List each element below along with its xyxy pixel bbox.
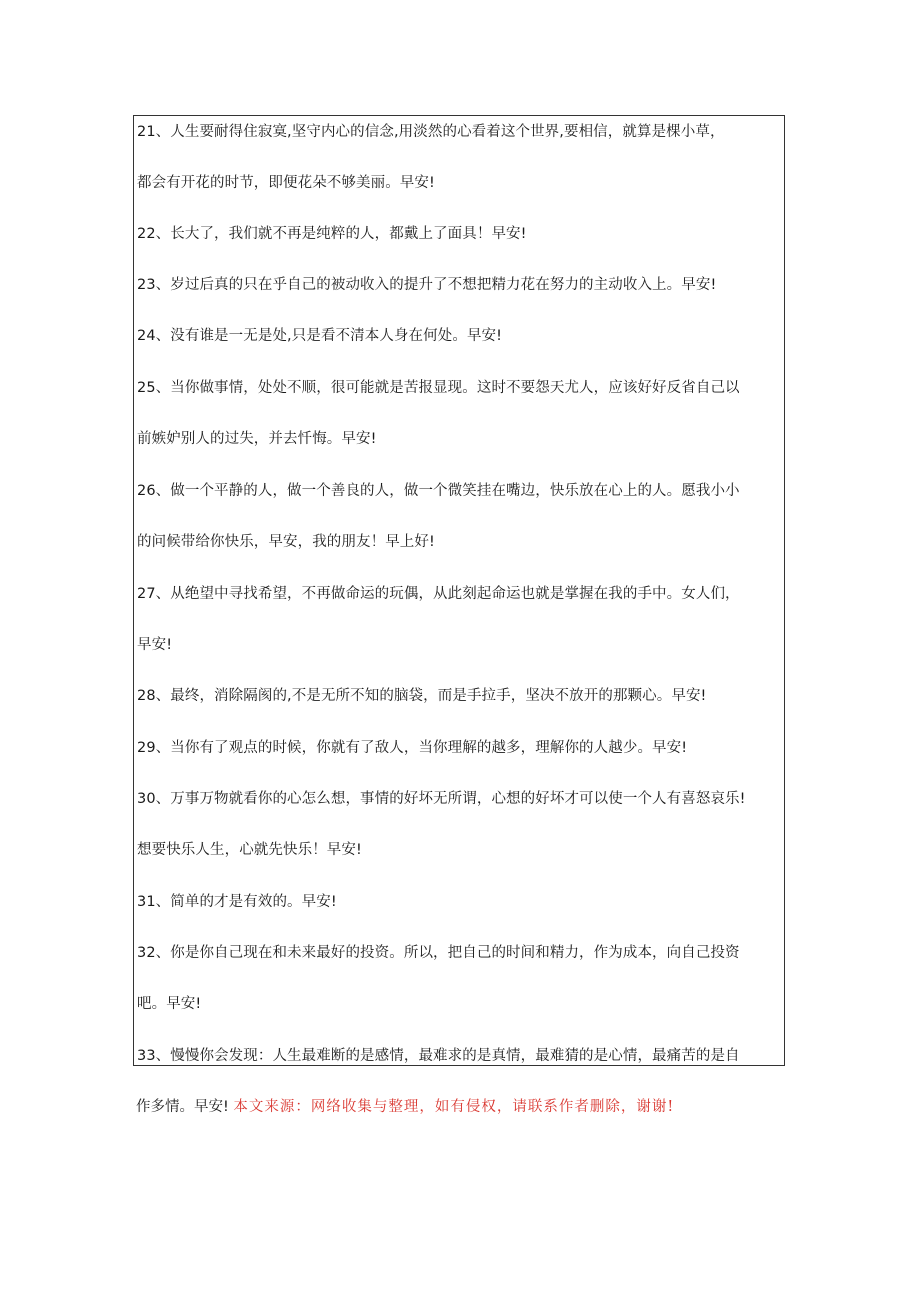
text-line-4: 23、岁过后真的只在乎自己的被动收入的提升了不想把精力花在努力的主动收入上。早安!: [137, 277, 717, 293]
text-line-5: 24、没有谁是一无是处,只是看不清本人身在何处。早安!: [137, 328, 503, 344]
text-line-10: 27、从绝望中寻找希望，不再做命运的玩偶，从此刻起命运也就是掌握在我的手中。女人们，: [137, 586, 740, 602]
text-line-12: 28、最终，消除隔阂的,不是无所不知的脑袋，而是手拉手，坚决不放开的那颗心。早安!: [137, 688, 707, 704]
text-line-3: 22、长大了，我们就不再是纯粹的人，都戴上了面具！早安!: [137, 226, 527, 242]
text-line-2: 都会有开花的时节，即便花朵不够美丽。早安!: [137, 175, 435, 191]
text-line-17: 32、你是你自己现在和未来最好的投资。所以，把自己的时间和精力，作为成本，向自己投资: [137, 945, 740, 961]
text-line-7: 前嫉妒别人的过失，并去忏悔。早安!: [137, 431, 377, 447]
text-line-11: 早安!: [137, 637, 173, 653]
text-line-15: 想要快乐人生，心就先快乐！早安!: [137, 842, 362, 858]
footer-text: 作多情。早安!: [136, 1099, 229, 1115]
text-line-16: 31、简单的才是有效的。早安!: [137, 894, 337, 910]
text-line-1: 21、人生要耐得住寂寞,坚守内心的信念,用淡然的心看着这个世界,要相信，就算是棵小草，: [137, 124, 725, 140]
text-line-8: 26、做一个平静的人，做一个善良的人，做一个微笑挂在嘴边，快乐放在心上的人。愿我小小: [137, 483, 740, 499]
text-line-6: 25、当你做事情，处处不顺，很可能就是苦报显现。这时不要怨天尤人，应该好好反省自己以: [137, 380, 740, 396]
text-line-14: 30、万事万物就看你的心怎么想，事情的好坏无所谓，心想的好坏才可以使一个人有喜怒哀乐!: [137, 791, 746, 807]
text-line-13: 29、当你有了观点的时候，你就有了敌人，当你理解的越多，理解你的人越少。早安!: [137, 740, 688, 756]
text-line-9: 的问候带给你快乐，早安，我的朋友！早上好!: [137, 534, 435, 550]
footer-line: [136, 1097, 674, 1117]
text-line-18: 吧。早安!: [137, 996, 202, 1012]
text-line-19: 33、慢慢你会发现：人生最难断的是感情，最难求的是真情，最难猜的是心情，最痛苦的是自: [137, 1048, 740, 1064]
source-note: 本文来源：网络收集与整理，如有侵权，请联系作者删除，谢谢!: [233, 1099, 675, 1115]
content-box: [133, 115, 785, 1066]
